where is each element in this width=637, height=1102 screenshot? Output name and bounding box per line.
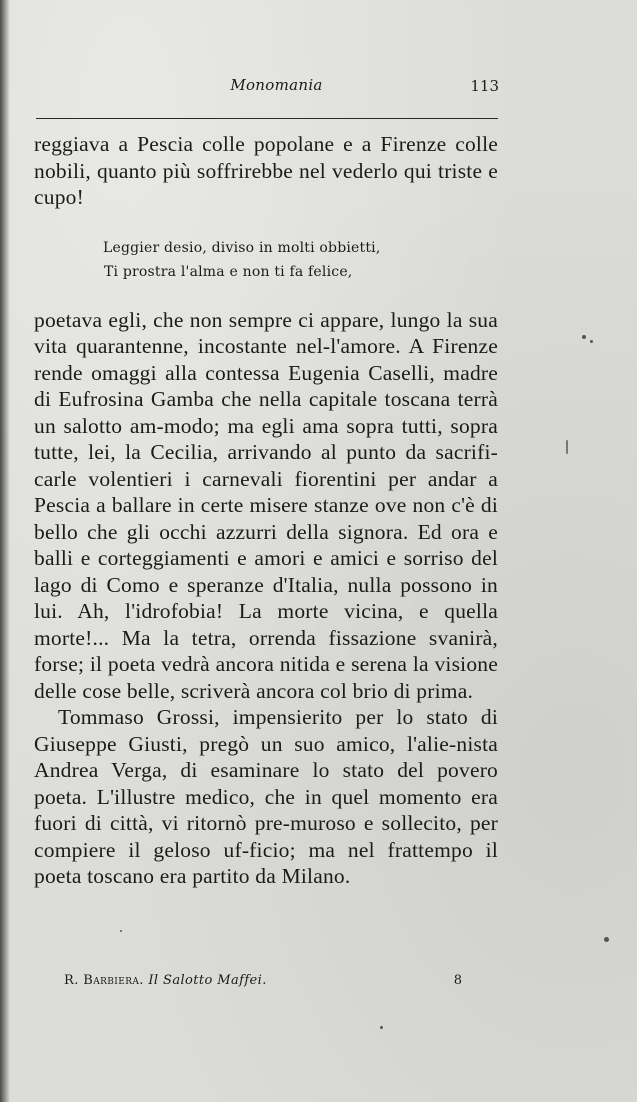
page-number: 113 — [470, 77, 499, 95]
paragraph-poetava: poetava egli, che non sempre ci appare, lungo la sua vita quarantenne, incostante nel-l'amore. A Firenze rende omaggi alla contessa Eugenia Caselli, madre di Eufrosina Gamba che nella capitale toscana terrà un salotto am-modo; ma egli ama sopra tutti, sopra tutte, lei, la Cecilia, arrivando al punto da sacrifi-carle volentieri i carnevali fiorentini per andar a Pescia a ballare in certe misere stanze ove non c'è di bello che gli occhi azzurri della signora. Ed ora e balli e corteggiamenti e amori e amici e sorriso del lago di Como e speranze d'Italia, nulla possono in lui. Ah, l'idrofobia! La morte vicina, e quella morte!... Ma la tetra, orrenda fissazione svanirà, forse; il poeta vedrà ancora nitida e serena la visione delle cose belle, scriverà ancora col brio di prima. — [34, 307, 498, 703]
signature-work-title: Il Salotto Maffei. — [148, 973, 267, 988]
page-header — [34, 76, 499, 100]
verse-line-1: Leggier desio, diviso in molti obbietti, — [103, 239, 381, 256]
paragraph-continuation: reggiava a Pescia colle popolane e a Firenze colle nobili, quanto più soffrirebbe nel vederlo qui triste e cupo! — [34, 132, 498, 209]
page-footer — [64, 973, 474, 995]
body-text — [34, 131, 498, 890]
sheet-signature-number: 8 — [453, 973, 462, 988]
paragraph-grossi: Tommaso Grossi, impensierito per lo stato di Giuseppe Giusti, pregò un suo amico, l'alie-nista Andrea Verga, di esaminare lo stato del povero poeta. L'illustre medico, che in quel momento era fuori di città, vi ritornò pre-muroso e sollecito, per compiere il geloso uf-ficio; ma nel frattempo il poeta toscano era partito da Milano. — [34, 705, 498, 888]
printer-signature — [64, 973, 267, 988]
signature-author: R. Barbiera. — [64, 973, 144, 988]
spine-shadow — [0, 0, 10, 1102]
header-rule — [36, 118, 498, 119]
running-title: Monomania — [230, 76, 323, 94]
verse-quotation — [103, 236, 498, 284]
verse-line-2: Ti prostra l'alma e non ti fa felice, — [104, 263, 353, 280]
